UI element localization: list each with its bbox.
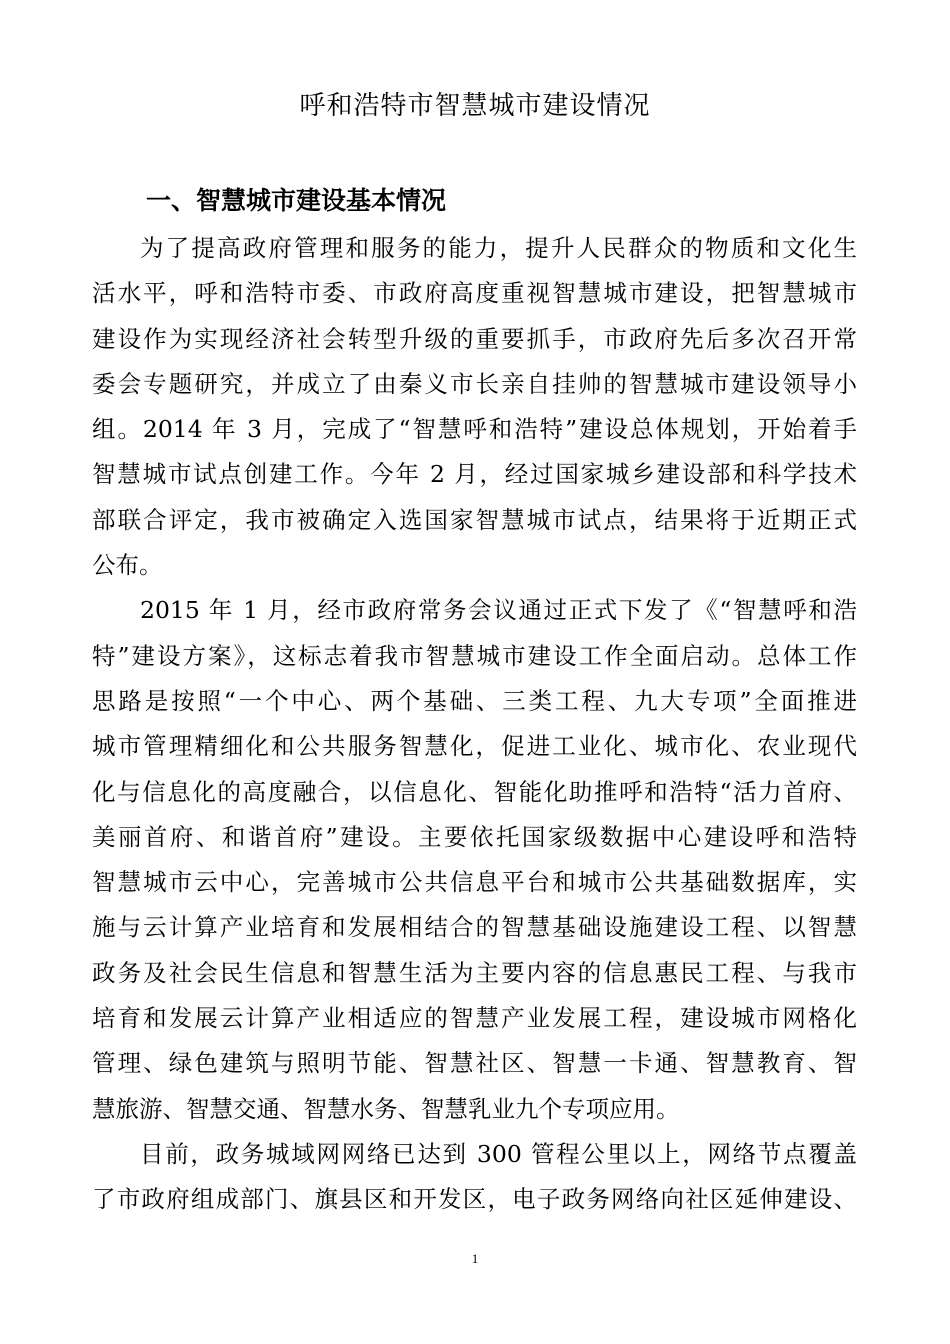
paragraph-2-line: 慧旅游、智慧交通、智慧水务、智慧乳业九个专项应用。 — [92, 1094, 680, 1123]
paragraph-2-line: 城市管理精细化和公共服务智慧化，促进工业化、城市化、农业现代 — [92, 732, 857, 761]
paragraph-1-line: 为了提高政府管理和服务的能力，提升人民群众的物质和文化生 — [140, 234, 857, 262]
section-heading: 一、智慧城市建设基本情况 — [146, 186, 447, 215]
paragraph-1-line: 部联合评定，我市被确定入选国家智慧城市试点，结果将于近期正式 — [92, 505, 857, 534]
paragraph-1-line: 智慧城市试点创建工作。今年 2 月，经过国家城乡建设部和科学技术 — [92, 460, 857, 489]
paragraph-2-line: 施与云计算产业培育和发展相结合的智慧基础设施建设工程、以智慧 — [92, 913, 857, 942]
paragraph-1-line: 活水平，呼和浩特市委、市政府高度重视智慧城市建设，把智慧城市 — [92, 279, 857, 308]
paragraph-2-line: 智慧城市云中心，完善城市公共信息平台和城市公共基础数据库，实 — [92, 868, 857, 897]
paragraph-2-line: 思路是按照“一个中心、两个基础、三类工程、九大专项”全面推进 — [92, 686, 857, 715]
paragraph-2-line: 政务及社会民生信息和智慧生活为主要内容的信息惠民工程、与我市 — [92, 958, 857, 987]
document-title: 呼和浩特市智慧城市建设情况 — [299, 91, 651, 121]
paragraph-1-line: 建设作为实现经济社会转型升级的重要抓手，市政府先后多次召开常 — [92, 324, 857, 353]
paragraph-1-line: 组。2014 年 3 月，完成了“智慧呼和浩特”建设总体规划，开始着手 — [92, 415, 857, 444]
page-number: 1 — [471, 1251, 479, 1266]
paragraph-1-line: 委会专题研究，并成立了由秦义市长亲自挂帅的智慧城市建设领导小 — [92, 369, 857, 398]
paragraph-2-line: 特”建设方案》，这标志着我市智慧城市建设工作全面启动。总体工作 — [92, 641, 857, 670]
paragraph-2-line: 美丽首府、和谐首府”建设。主要依托国家级数据中心建设呼和浩特 — [92, 822, 857, 851]
paragraph-3-line: 了市政府组成部门、旗县区和开发区，电子政务网络向社区延伸建设、 — [92, 1185, 857, 1214]
paragraph-2-line: 2015 年 1 月，经市政府常务会议通过正式下发了《“智慧呼和浩 — [140, 596, 857, 625]
paragraph-1-line: 公布。 — [92, 551, 163, 580]
paragraph-2-line: 化与信息化的高度融合，以信息化、智能化助推呼和浩特“活力首府、 — [92, 777, 857, 806]
paragraph-2-line: 培育和发展云计算产业相适应的智慧产业发展工程，建设城市网格化 — [92, 1004, 857, 1033]
document-body — [92, 226, 857, 1223]
paragraph-3-line: 目前，政务城域网网络已达到 300 管程公里以上，网络节点覆盖 — [140, 1139, 857, 1168]
paragraph-2-line: 管理、绿色建筑与照明节能、智慧社区、智慧一卡通、智慧教育、智 — [92, 1049, 857, 1078]
